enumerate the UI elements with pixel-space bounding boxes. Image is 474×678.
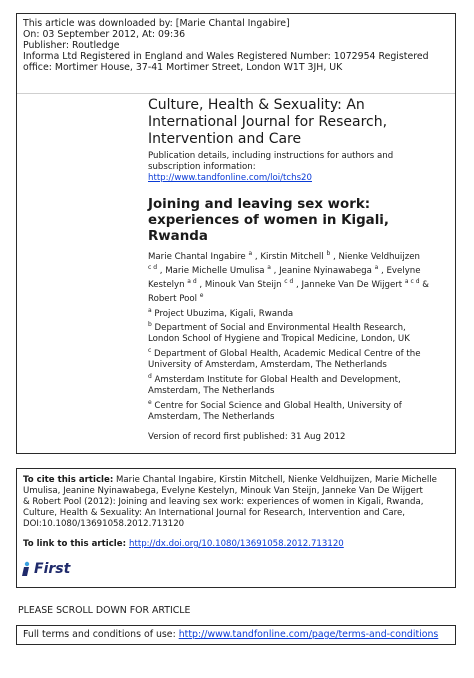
ifirst-swoosh-icon	[21, 561, 33, 577]
publisher-line: Publisher: Routledge	[23, 40, 120, 51]
registration-line: Informa Ltd Registered in England and Wales Registered Number: 1072954 Registered	[23, 51, 429, 62]
ifirst-logo	[21, 559, 70, 579]
authors-line: Robert Pool $^e$	[148, 292, 204, 304]
doi-link-line[interactable]	[23, 539, 344, 550]
journal-url-link[interactable]: http://www.tandfonline.com/loi/tchs20	[148, 173, 312, 183]
affiliation: University of Amsterdam, Amsterdam, The Netherlands	[148, 360, 387, 370]
affiliation: $^e$ Centre for Social Science and Global Health, University of	[148, 399, 402, 411]
publication-details: subscription information:	[148, 162, 256, 172]
citation-line: Umulisa, Jeanine Nyinawabega, Evelyne Kestelyn, Minouk Van Steijn, Janneke Van De Wijgert	[23, 486, 423, 496]
doi-link[interactable]: http://dx.doi.org/10.1080/13691058.2012.713120	[129, 539, 344, 549]
citation-label: To cite this article:	[23, 475, 114, 485]
journal-title-line: Culture, Health & Sexuality: An	[148, 97, 365, 113]
affiliation: $^c$ Department of Global Health, Academic Medical Centre of the	[148, 347, 421, 359]
affiliation: Amsterdam, The Netherlands	[148, 386, 275, 396]
terms-line[interactable]: Full terms and conditions of use: http://www.tandfonline.com/page/terms-and-conditions	[23, 629, 439, 640]
affiliation: $^d$ Amsterdam Institute for Global Health and Development,	[148, 373, 401, 385]
version-of-record: Version of record first published: 31 Aug 2012	[148, 432, 346, 442]
affiliation: London School of Hygiene and Tropical Medicine, London, UK	[148, 334, 410, 344]
publication-details: Publication details, including instructions for authors and	[148, 151, 394, 161]
affiliation: Amsterdam, The Netherlands	[148, 412, 275, 422]
journal-link[interactable]	[148, 173, 312, 184]
authors-line: $^{c d}$ , Marie Michelle Umulisa $^a$ , Jeanine Nyinawabega $^a$ , Evelyne	[148, 264, 421, 276]
link-label: To link to this article:	[23, 539, 130, 549]
citation-box	[16, 468, 456, 588]
citation-line: & Robert Pool (2012): Joining and leaving sex work: experiences of women in Kigali, Rwanda,	[23, 497, 424, 507]
address-line: office: Mortimer House, 37-41 Mortimer Street, London W1T 3JH, UK	[23, 62, 343, 73]
journal-title-line: Intervention and Care	[148, 131, 302, 147]
terms-link[interactable]: http://www.tandfonline.com/page/terms-and-conditions	[178, 629, 439, 640]
ifirst-logo-text: First	[34, 561, 71, 577]
article-title	[148, 197, 448, 245]
article-title-line: experiences of women in Kigali,	[148, 213, 389, 228]
download-line: This article was downloaded by: [Marie Chantal Ingabire]	[23, 18, 290, 29]
affiliation: $^a$ Project Ubuzima, Kigali, Rwanda	[148, 307, 294, 319]
citation-line: Culture, Health & Sexuality: An International Journal for Research, Intervention and Care,	[23, 508, 405, 518]
scroll-down-notice: PLEASE SCROLL DOWN FOR ARTICLE	[18, 605, 191, 616]
divider	[17, 93, 455, 94]
article-title-line: Joining and leaving sex work:	[148, 197, 371, 212]
terms-box	[16, 625, 456, 645]
article-title-line: Rwanda	[148, 229, 208, 244]
authors-line: Marie Chantal Ingabire $^a$ , Kirstin Mitchell $^b$ , Nienke Veldhuijzen	[148, 250, 420, 262]
citation-line: To cite this article: Marie Chantal Ingabire, Kirstin Mitchell, Nienke Veldhuijzen, Marie Michelle	[23, 475, 437, 485]
citation-line: DOI:10.1080/13691058.2012.713120	[23, 519, 185, 529]
download-date-line: On: 03 September 2012, At: 09:36	[23, 29, 186, 40]
journal-title	[148, 97, 448, 148]
authors-line: Kestelyn $^{a d}$ , Minouk Van Steijn $^{c d}$ , Janneke Van De Wijgert $^{a c d}$ &	[148, 278, 429, 290]
journal-title-line: International Journal for Research,	[148, 114, 388, 130]
affiliation: $^b$ Department of Social and Environmental Health Research,	[148, 321, 406, 333]
